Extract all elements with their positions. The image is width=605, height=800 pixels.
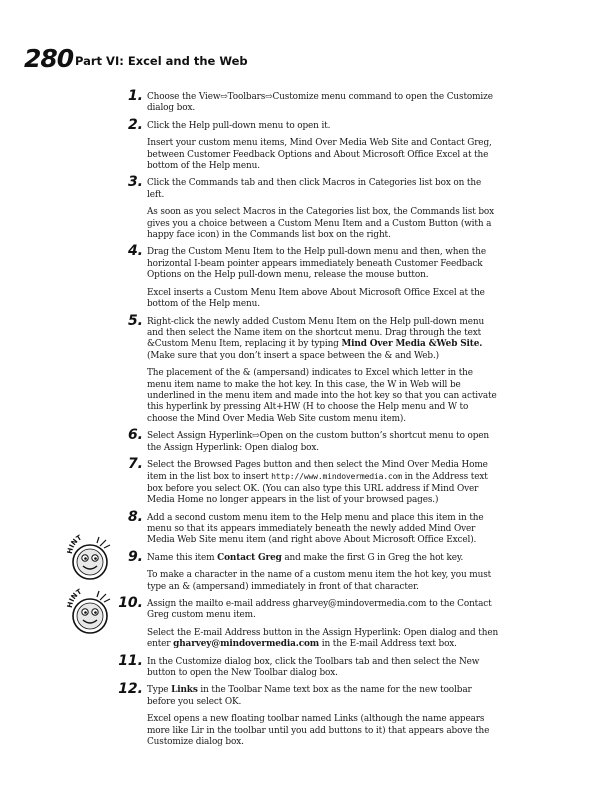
step-note: [147, 288, 499, 311]
note-text: Excel opens a new floating toolbar named Links (although the name appears more like Lir in the toolbar until you add buttons to it) that appears above the Customize dialog box.: [147, 714, 490, 748]
part-title: Part VI: Excel and the Web: [75, 54, 248, 68]
hint-icon: [66, 588, 114, 636]
note-text: The placement of the & (ampersand) indicates to Excel which letter in the menu item name to make the hot key. In this case, the W in Web will be underlined in the menu item and made into the hot key so that you can activate this hyperlink by pressing Alt+HW (H to choose the Help menu and W to choose the Mind Over Media Web Site custom menu item).: [147, 368, 497, 424]
note-text: Excel inserts a Custom Menu Item above About Microsoft Office Excel at the bottom of the Help menu.: [147, 287, 485, 310]
typed-text: gharvey@mindovermedia.com: [173, 639, 320, 650]
step-number: 12.: [118, 681, 143, 698]
note-text: Insert your custom menu items, Mind Over Media Web Site and Contact Greg, between Customer Feedback Options and About Microsoft Office Excel at the bottom of the Help menu.: [147, 138, 492, 172]
step-1: [127, 88, 499, 115]
typed-text: Mind Over Media &Web Site.: [341, 339, 483, 350]
hint-icon: [66, 534, 114, 582]
svg-text:HINT: HINT: [66, 534, 84, 555]
step-number: 6.: [127, 427, 143, 444]
note-text: To make a character in the name of a custom menu item the hot key, you must type an & (ampersand) immediately in front of that character.: [147, 570, 492, 592]
note-text: As soon as you select Macros in the Categories list box, the Commands list box gives you a choice between a Custom Menu Item and a Custom Button (with a happy face icon) in the Commands list box on the right.: [147, 207, 495, 241]
page-body: [118, 88, 499, 755]
step-6: [127, 427, 499, 454]
note-text: Select the E-mail Address button in the Assign Hyperlink: Open dialog and then enter gharvey@mindovermedia.com in the E-mail Address text box.: [147, 627, 499, 650]
step-text: Add a second custom menu item to the Help menu and place this item in the menu so that its appears immediately beneath the newly added Mind Over Media Web Site menu item (and right above About Microsoft Office Excel).: [147, 512, 484, 546]
step-10: [118, 595, 499, 622]
step-number: 3.: [127, 174, 143, 191]
step-text: Choose the View⇨Toolbars⇨Customize menu command to open the Customize dialog box.: [147, 92, 493, 114]
step-text: Click the Help pull-down menu to open it.: [147, 120, 331, 131]
step-8: [127, 508, 499, 547]
step-3: [127, 174, 499, 201]
step-text: Drag the Custom Menu Item to the Help pull-down menu and then, when the horizontal I-beam pointer appears immediately beneath Customer Feedback Options on the Help pull-down menu, release the mouse button.: [147, 247, 486, 281]
step-note: [147, 570, 499, 593]
step-number: 8.: [127, 508, 143, 525]
step-7: [127, 455, 499, 507]
step-text: Right-click the newly added Custom Menu Item on the Help pull-down menu and then select the Name item on the shortcut menu. Drag through the text &Custom Menu Item, replacing it by typing Mind Over Media &Web Site. (Make sure that you don’t insert a space between the & and Web.): [147, 316, 485, 361]
step-number: 9.: [127, 548, 143, 565]
step-text: Select the Browsed Pages button and then select the Mind Over Media Home item in the list box to insert http://www.mindovermedia.com in the Address text box before you select OK. (You can also type this URL address if Mind Over Media Home no longer appears in the list of your browsed pages.): [147, 459, 488, 506]
step-note: [147, 714, 499, 748]
step-number: 11.: [118, 652, 143, 669]
step-number: 2.: [127, 116, 143, 133]
step-number: 10.: [118, 595, 143, 612]
typed-text: Contact Greg: [217, 552, 282, 563]
step-2: [127, 116, 499, 133]
typed-text: Links: [171, 685, 198, 696]
step-note: [147, 628, 499, 651]
url-text: http://www.mindovermedia.com: [271, 471, 402, 482]
step-text: Select Assign Hyperlink⇨Open on the custom button’s shortcut menu to open the Assign Hyperlink: Open dialog box.: [147, 431, 490, 453]
step-11: [118, 652, 499, 680]
step-9: [127, 548, 499, 565]
step-text: Name this item Contact Greg and make the first G in Greg the hot key.: [147, 552, 464, 563]
page-number: 280: [24, 44, 74, 73]
step-4: [127, 243, 499, 281]
step-12: [118, 681, 499, 708]
step-number: 7.: [127, 455, 143, 472]
svg-text:HINT: HINT: [66, 588, 84, 609]
step-number: 1.: [127, 88, 143, 104]
step-text: In the Customize dialog box, click the Toolbars tab and then select the New button to open the New Toolbar dialog box.: [147, 656, 480, 679]
step-text: Click the Commands tab and then click Macros in Categories list box on the left.: [147, 178, 482, 200]
step-number: 4.: [127, 243, 143, 260]
step-note: [147, 368, 499, 425]
step-5: [127, 312, 499, 363]
step-text: Type Links in the Toolbar Name text box as the name for the new toolbar before you select OK.: [147, 685, 472, 707]
step-note: [147, 207, 499, 241]
step-number: 5.: [127, 312, 143, 329]
step-note: [147, 138, 499, 172]
step-text: Assign the mailto e-mail address gharvey@mindovermedia.com to the Contact Greg custom menu item.: [147, 599, 492, 621]
